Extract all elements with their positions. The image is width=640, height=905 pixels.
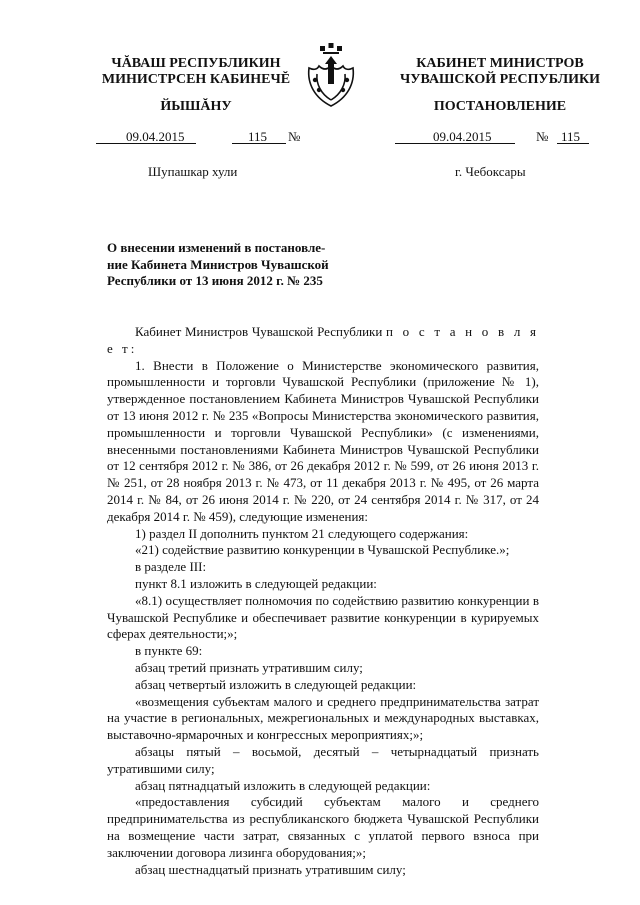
header-right-title xyxy=(380,56,620,88)
body-paragraph: в разделе III: xyxy=(135,559,207,575)
registration-right-number: 115 xyxy=(561,129,581,144)
registration-left-number: 115 xyxy=(248,129,268,144)
registration-left-number-sign: № xyxy=(288,129,301,144)
header-left-doc-type: ЙЫШĂНУ xyxy=(160,99,232,114)
body-paragraph: «21) содействие развитию конкуренции в Чувашской Республике.»; xyxy=(135,542,510,558)
body-paragraph: абзац четвертый изложить в следующей редакции: xyxy=(135,676,417,692)
body-paragraph: пункт 8.1 изложить в следующей редакции: xyxy=(135,575,377,591)
registration-left-date: 09.04.2015 xyxy=(126,129,185,144)
body-paragraph: абзац шестнадцатый признать утратившим силу; xyxy=(135,861,406,877)
header-right-doc-type: ПОСТАНОВЛЕНИЕ xyxy=(433,99,567,114)
body-paragraph: абзац третий признать утратившим силу; xyxy=(135,659,363,675)
body-paragraph: абзац пятнадцатый изложить в следующей редакции: xyxy=(135,777,431,793)
registration-right xyxy=(395,128,595,146)
body-intro xyxy=(107,324,539,358)
body-paragraph: «8.1) осуществляет полномочия по содействию развитию конкуренции в Чувашской Республике и обеспечивает развитие конкуренции в курируемых сферах деятельности;»; xyxy=(107,592,539,642)
decree-subject-line-3: Республики от 13 июня 2012 г. № 235 xyxy=(107,273,323,288)
registration-right-number-sign: № xyxy=(536,129,549,144)
body-paragraph: абзацы пятый – восьмой, десятый – четырнадцатый признать утратившими силу; xyxy=(107,743,539,776)
decree-subject xyxy=(107,240,407,290)
chuvash-coat-of-arms-icon xyxy=(301,40,361,110)
registration-right-date: 09.04.2015 xyxy=(433,129,492,144)
body-paragraph: «предоставления субсидий субъектам малого и среднего предпринимательства из республиканского бюджета Чувашской Республики на возмещение части затрат, связанных с уплатой первого взноса при заключении договора лизинга оборудования;»; xyxy=(107,794,539,860)
body-paragraph: 1) раздел II дополнить пунктом 21 следующего содержания: xyxy=(135,525,469,541)
header-right-title-line-1: КАБИНЕТ МИНИСТРОВ xyxy=(416,56,584,71)
place-left: Шупашкар хули xyxy=(148,164,238,179)
decree-subject-line-1: О внесении изменений в постановле- xyxy=(107,240,326,255)
place-right: г. Чебоксары xyxy=(455,164,526,179)
header-left-title xyxy=(76,56,316,88)
decree-body xyxy=(107,324,539,878)
decree-subject-line-2: ние Кабинета Министров Чувашской xyxy=(107,256,329,272)
header-left-title-line-2: МИНИСТРСЕН КАБИНЕЧĔ xyxy=(101,72,291,87)
body-paragraph: 1. Внести в Положение о Министерстве экономического развития, промышленности и торговли Чувашской Республики (приложение № 1), утвержденное постановлением Кабинета Министров Чувашской Республики от 13 июня 2012 г. № 235 «Вопросы Министерства экономического развития, промышленности и торговли Чувашской Республики» (с изменениями, внесенными постановлениями Кабинета Министров Чувашской Республики от 12 сентября 2012 г. № 386, от 26 декабря 2012 г. № 599, от 26 июня 2013 г. № 251, от 28 ноября 2013 г. № 473, от 11 декабря 2013 г. № 495, от 26 марта 2014 г. № 84, от 26 июня 2014 г. № 220, от 24 сентября 2014 г. № 317, от 24 декабря 2014 г. № 459), следующие изменения: xyxy=(107,357,539,524)
body-intro-verb: п о с т а н о в л я е т: xyxy=(107,324,539,356)
body-paragraph: в пункте 69: xyxy=(135,643,203,659)
registration-left xyxy=(96,128,326,146)
body-intro-lead: Кабинет Министров Чувашской Республики xyxy=(135,324,383,339)
header-left-title-line-1: ЧĂВАШ РЕСПУБЛИКИН xyxy=(111,56,281,71)
body-paragraph: «возмещения субъектам малого и среднего предпринимательства затрат на участие в региональных, межрегиональных и международных выставках, выставочно-ярмарочных и конгрессных мероприятиях;»; xyxy=(107,693,539,743)
header-right-title-line-2: ЧУВАШСКОЙ РЕСПУБЛИКИ xyxy=(399,72,601,87)
